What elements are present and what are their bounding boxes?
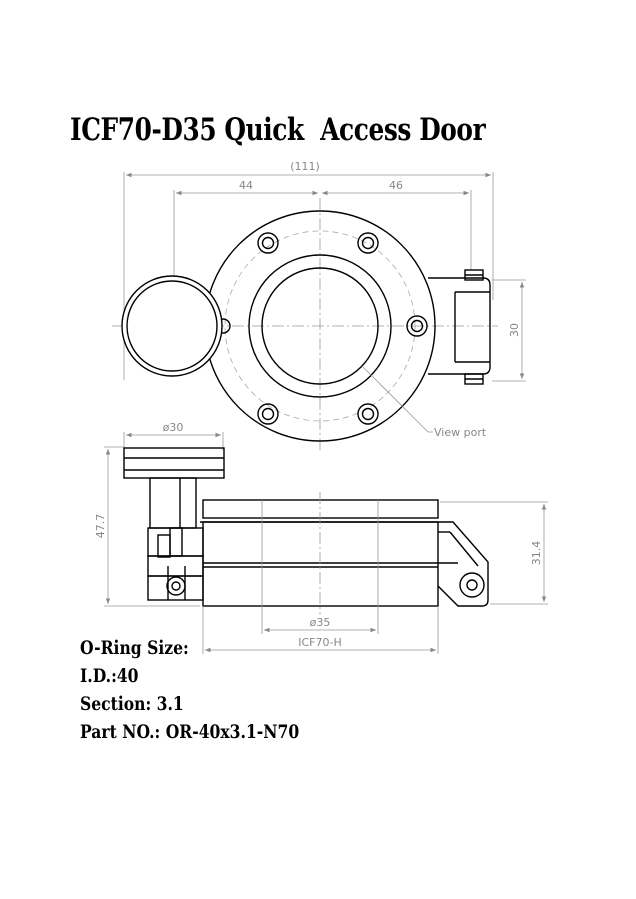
drawing-title: ICF70-D35 Quick Access Door xyxy=(70,112,486,148)
dim-left-height-text: 47.7 xyxy=(94,513,107,539)
knob-outline xyxy=(122,276,222,376)
dim-right-height xyxy=(440,502,548,604)
knob-side xyxy=(124,448,224,478)
side-view xyxy=(94,421,548,654)
hinge-block-top xyxy=(428,270,490,384)
dim-right-text: 46 xyxy=(389,179,403,192)
oring-size-label: O-Ring Size: xyxy=(80,637,189,659)
oring-section-text: Section: 3.1 xyxy=(80,693,184,715)
hinge-block-side xyxy=(438,522,488,606)
door-plate xyxy=(203,500,438,518)
latch-assembly xyxy=(148,528,203,600)
dim-flange-label-text: ICF70-H xyxy=(298,636,342,649)
dim-hinge-height xyxy=(492,280,526,381)
dim-knob-diameter xyxy=(124,421,223,450)
view-port-callout xyxy=(362,366,487,439)
dim-knob-diameter-text: ø30 xyxy=(162,421,184,434)
dim-overall-width-text: (111) xyxy=(290,160,320,173)
part-number-text: Part NO.: OR-40x3.1-N70 xyxy=(80,721,300,743)
dim-right-height-text: 31.4 xyxy=(530,540,543,566)
dim-hinge-height-text: 30 xyxy=(508,323,521,337)
bolt-holes xyxy=(216,233,427,424)
flange-body xyxy=(203,522,438,606)
top-view xyxy=(112,160,526,452)
view-port-label: View port xyxy=(434,426,487,439)
dim-port-diameter xyxy=(262,606,378,634)
dim-port-diameter-text: ø35 xyxy=(309,616,331,629)
dim-left-text: 44 xyxy=(239,179,253,192)
oring-id-text: I.D.:40 xyxy=(80,665,139,687)
knob-stem xyxy=(150,478,196,528)
